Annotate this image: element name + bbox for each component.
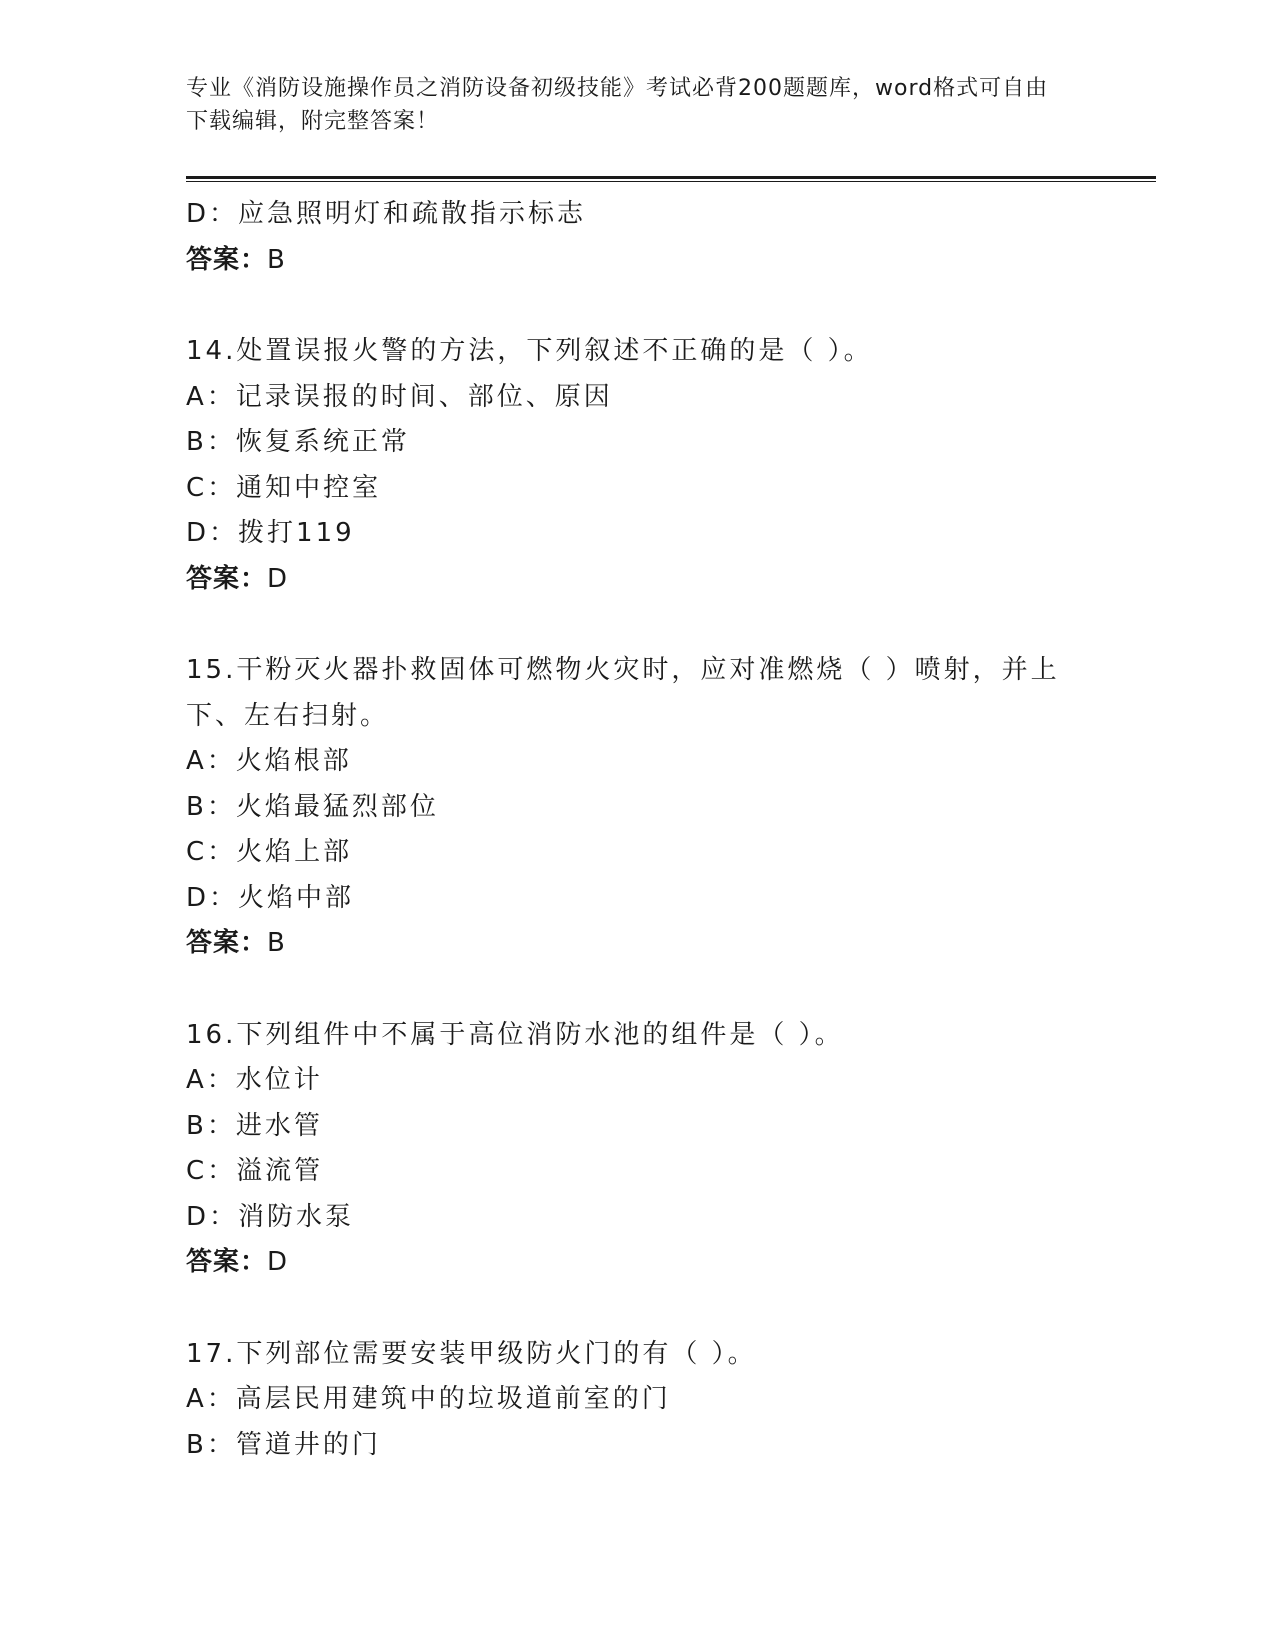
option-c: C：通知中控室: [186, 472, 382, 503]
question-stem: 16.下列组件中不属于高位消防水池的组件是（ ）。: [186, 1019, 844, 1050]
option-a: A：高层民用建筑中的垃圾道前室的门: [186, 1384, 671, 1414]
answer-label: 答案：: [186, 928, 268, 958]
option-a: A：火焰根部: [186, 746, 352, 776]
answer-line: [186, 1240, 1156, 1286]
question-stem: 17.下列部位需要安装甲级防火门的有（ ）。: [186, 1338, 757, 1369]
option-d: D：应急照明灯和疏散指示标志: [186, 199, 587, 229]
answer-value: D: [267, 1247, 289, 1277]
option-b: B：恢复系统正常: [186, 427, 410, 457]
answer-label: 答案：: [186, 563, 268, 594]
answer-line: [186, 238, 1156, 284]
option-b: B：管道井的门: [186, 1429, 381, 1460]
document-page: [186, 72, 1156, 1468]
document-header: 专业《消防设施操作员之消防设备初级技能》考试必背200题题库，word格式可自由下载编辑，附完整答案！: [186, 76, 1049, 134]
answer-value: B: [267, 244, 286, 275]
header-divider: [186, 176, 1156, 182]
option-a: A：水位计: [186, 1065, 323, 1095]
option-d: D：火焰中部: [186, 882, 355, 913]
option-d: D：拨打119: [186, 518, 355, 548]
option-b: B：进水管: [186, 1110, 323, 1141]
question-list: [186, 192, 1156, 1468]
option-c: C：火焰上部: [186, 837, 353, 867]
option-a: A：记录误报的时间、部位、原因: [186, 381, 613, 412]
option-b: B：火焰最猛烈部位: [186, 791, 439, 822]
answer-value: B: [267, 928, 286, 958]
question-stem: 14.处置误报火警的方法，下列叙述不正确的是（ ）。: [186, 336, 873, 366]
answer-label: 答案：: [186, 1247, 268, 1277]
answer-label: 答案：: [186, 244, 268, 275]
answer-line: [186, 921, 1156, 967]
option-d: D：消防水泵: [186, 1201, 355, 1232]
answer-value: D: [267, 563, 289, 594]
answer-line: [186, 557, 1156, 603]
question-stem: 15.干粉灭火器扑救固体可燃物火灾时，应对准燃烧（ ）喷射，并上下、左右扫射。: [186, 655, 1060, 731]
option-c: C：溢流管: [186, 1156, 324, 1186]
